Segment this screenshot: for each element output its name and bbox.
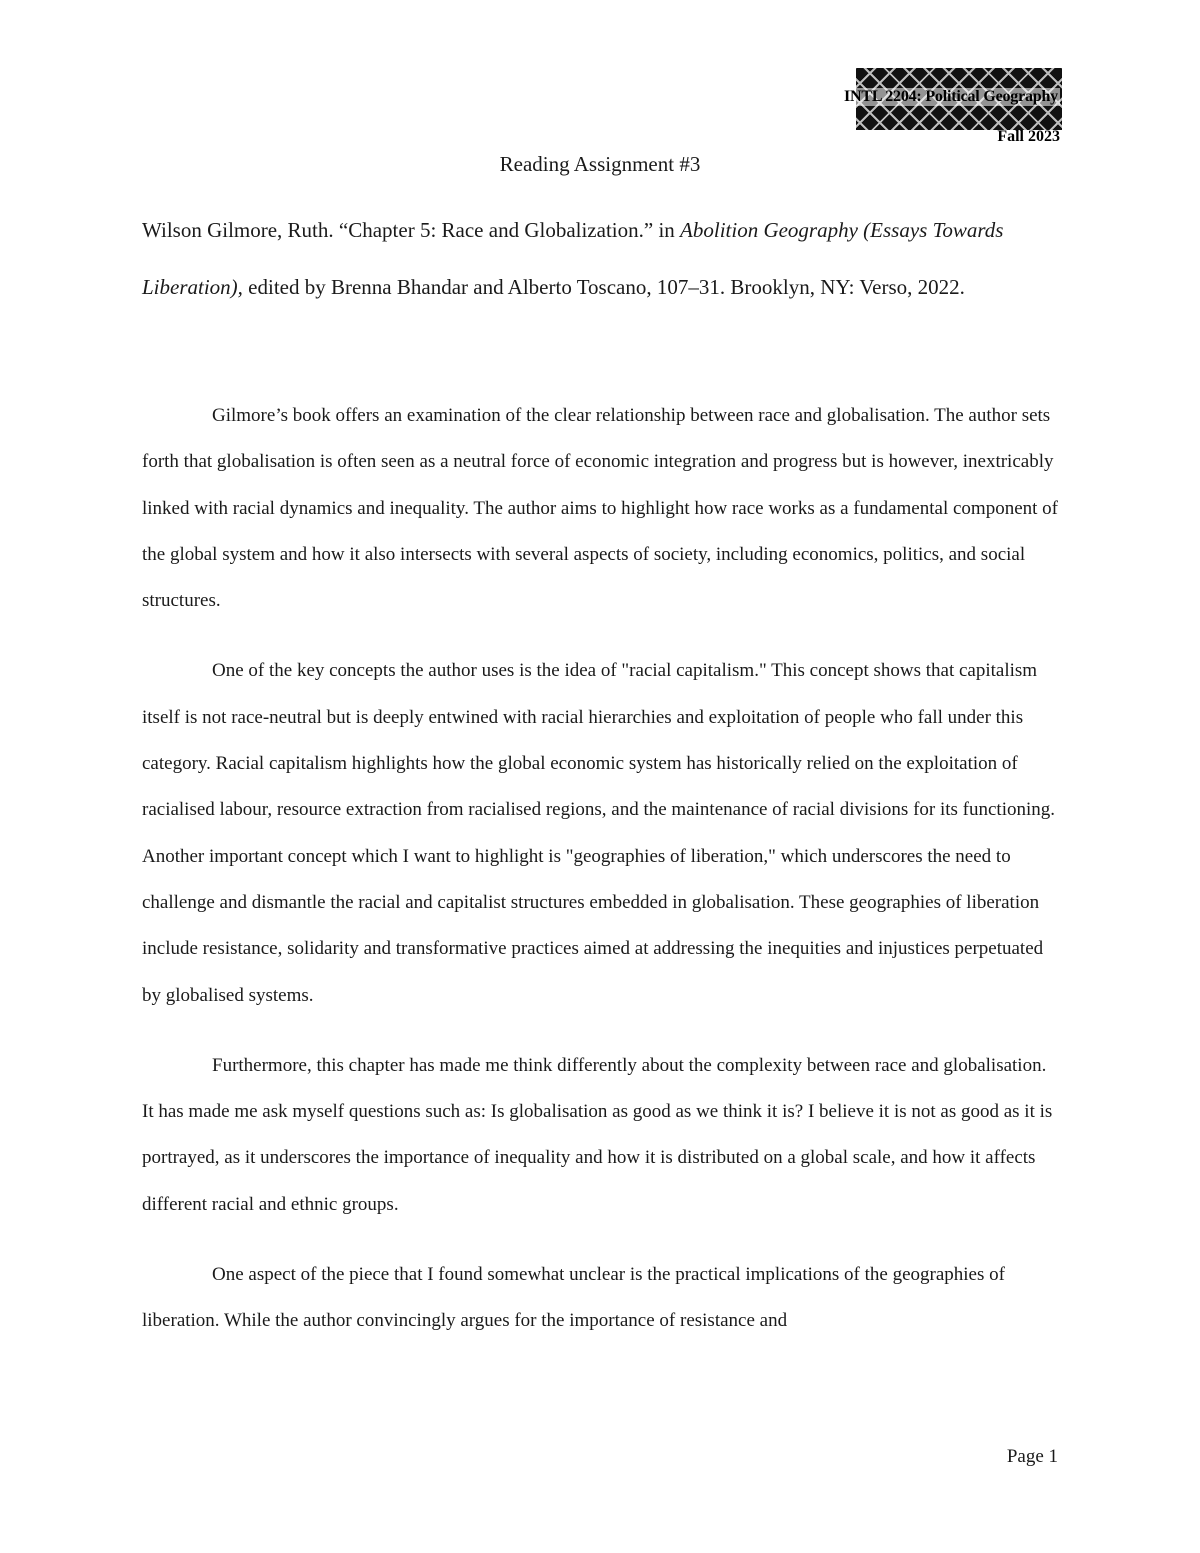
citation-author-title: Wilson Gilmore, Ruth. “Chapter 5: Race and Globalization.” in (142, 218, 681, 242)
paragraph-2: One of the key concepts the author uses is the idea of "racial capitalism." This concept shows that capitalism itself is not race-neutral but is deeply entwined with racial hierarchies and exploitation of people who fall under this category. Racial capitalism highlights how the global economic system has historically relied on the exploitation of racialised labour, resource extraction from racialised regions, and the maintenance of racial divisions for its functioning. Another important concept which I want to highlight is "geographies of liberation," which underscores the need to challenge and dismantle the racial and capitalist structures embedded in globalisation. These geographies of liberation include resistance, solidarity and transformative practices aimed at addressing the inequities and injustices perpetuated by globalised systems. (142, 660, 1056, 1006)
term-label: Fall 2023 (997, 128, 1060, 145)
citation-book-title: Abolition Geography (Essays Towards Liberation), (142, 218, 1004, 299)
citation-details: edited by Brenna Bhandar and Alberto Toscano, 107–31. Brooklyn, NY: Verso, 2022. (242, 275, 965, 299)
paragraph-1: Gilmore’s book offers an examination of the clear relationship between race and globalisation. The author sets forth that globalisation is often seen as a neutral force of economic integration and progress but is however, inextricably linked with racial dynamics and inequality. The author aims to highlight how race works as a fundamental component of the global system and how it also intersects with several aspects of society, including economics, politics, and social structures. (142, 405, 1058, 612)
body-text (142, 393, 1060, 1369)
citation (142, 202, 1062, 316)
paragraph-3: Furthermore, this chapter has made me think differently about the complexity between race and globalisation. It has made me ask myself questions such as: Is globalisation as good as we think it is? I believe it is not as good as it is portrayed, as it underscores the importance of inequality and how it is distributed on a global scale, and how it affects different racial and ethnic groups. (142, 1054, 1053, 1215)
course-title: INTL 2204: Political Geography (843, 88, 1058, 105)
paragraph-4: One aspect of the piece that I found somewhat unclear is the practical implications of the geographies of liberation. While the author convincingly argues for the importance of resistance and (142, 1264, 1005, 1332)
assignment-title: Reading Assignment #3 (499, 152, 701, 176)
header-block (843, 68, 1062, 150)
page-number: Page 1 (1006, 1446, 1058, 1467)
